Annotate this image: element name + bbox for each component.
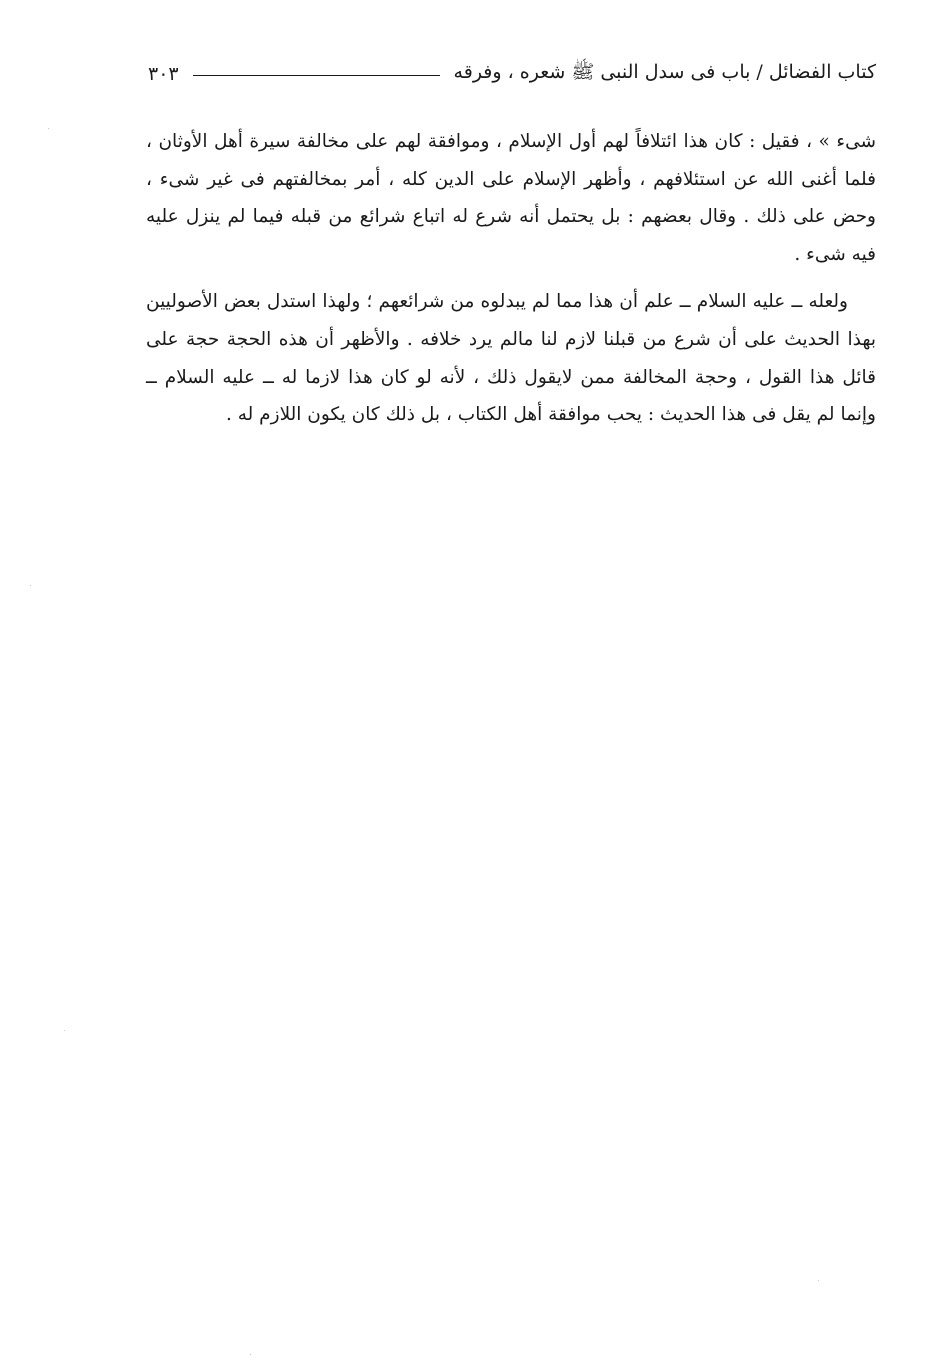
header-title: كتاب الفضائل / باب فى سدل النبى ﷺ شعره ، وفرقه — [453, 61, 876, 83]
paragraph-1: شىء » ، فقيل : كان هذا ائتلافاً لهم أول الإسلام ، وموافقة لهم على مخالفة سيرة أهل الأوثان ، فلما أغنى الله عن استئلافهم ، وأظهر الإسلام على الدين كله ، أمر بمخالفتهم فى غير شىء ، وحض على ذلك . وقال بعضهم : بل يحتمل أنه شرع له اتباع شرائع من قبله فيما لم ينزل عليه فيه شىء . — [146, 131, 876, 265]
body-text — [146, 123, 876, 434]
scan-speck — [30, 585, 31, 586]
scan-speck — [818, 1280, 819, 1281]
scan-speck — [250, 1354, 251, 1355]
scan-speck — [48, 128, 49, 129]
page-number: ٣٠٣ — [148, 63, 179, 85]
scan-speck — [64, 1030, 65, 1031]
running-header — [148, 56, 876, 92]
paragraph-2: ولعله ــ عليه السلام ــ علم أن هذا مما لم يبدلوه من شرائعهم ؛ ولهذا استدل بعض الأصوليين بهذا الحديث على أن شرع من قبلنا لازم لنا مالم يرد خلافه . والأظهر أن هذه الحجة حجة على قائل هذا القول ، وحجة المخالفة ممن لايقول ذلك ، لأنه لو كان هذا لازما له ــ عليه السلام ــ وإنما لم يقل فى هذا الحديث : يحب موافقة أهل الكتاب ، بل ذلك كان يكون اللازم له . — [146, 291, 876, 426]
header-rule — [193, 75, 440, 76]
